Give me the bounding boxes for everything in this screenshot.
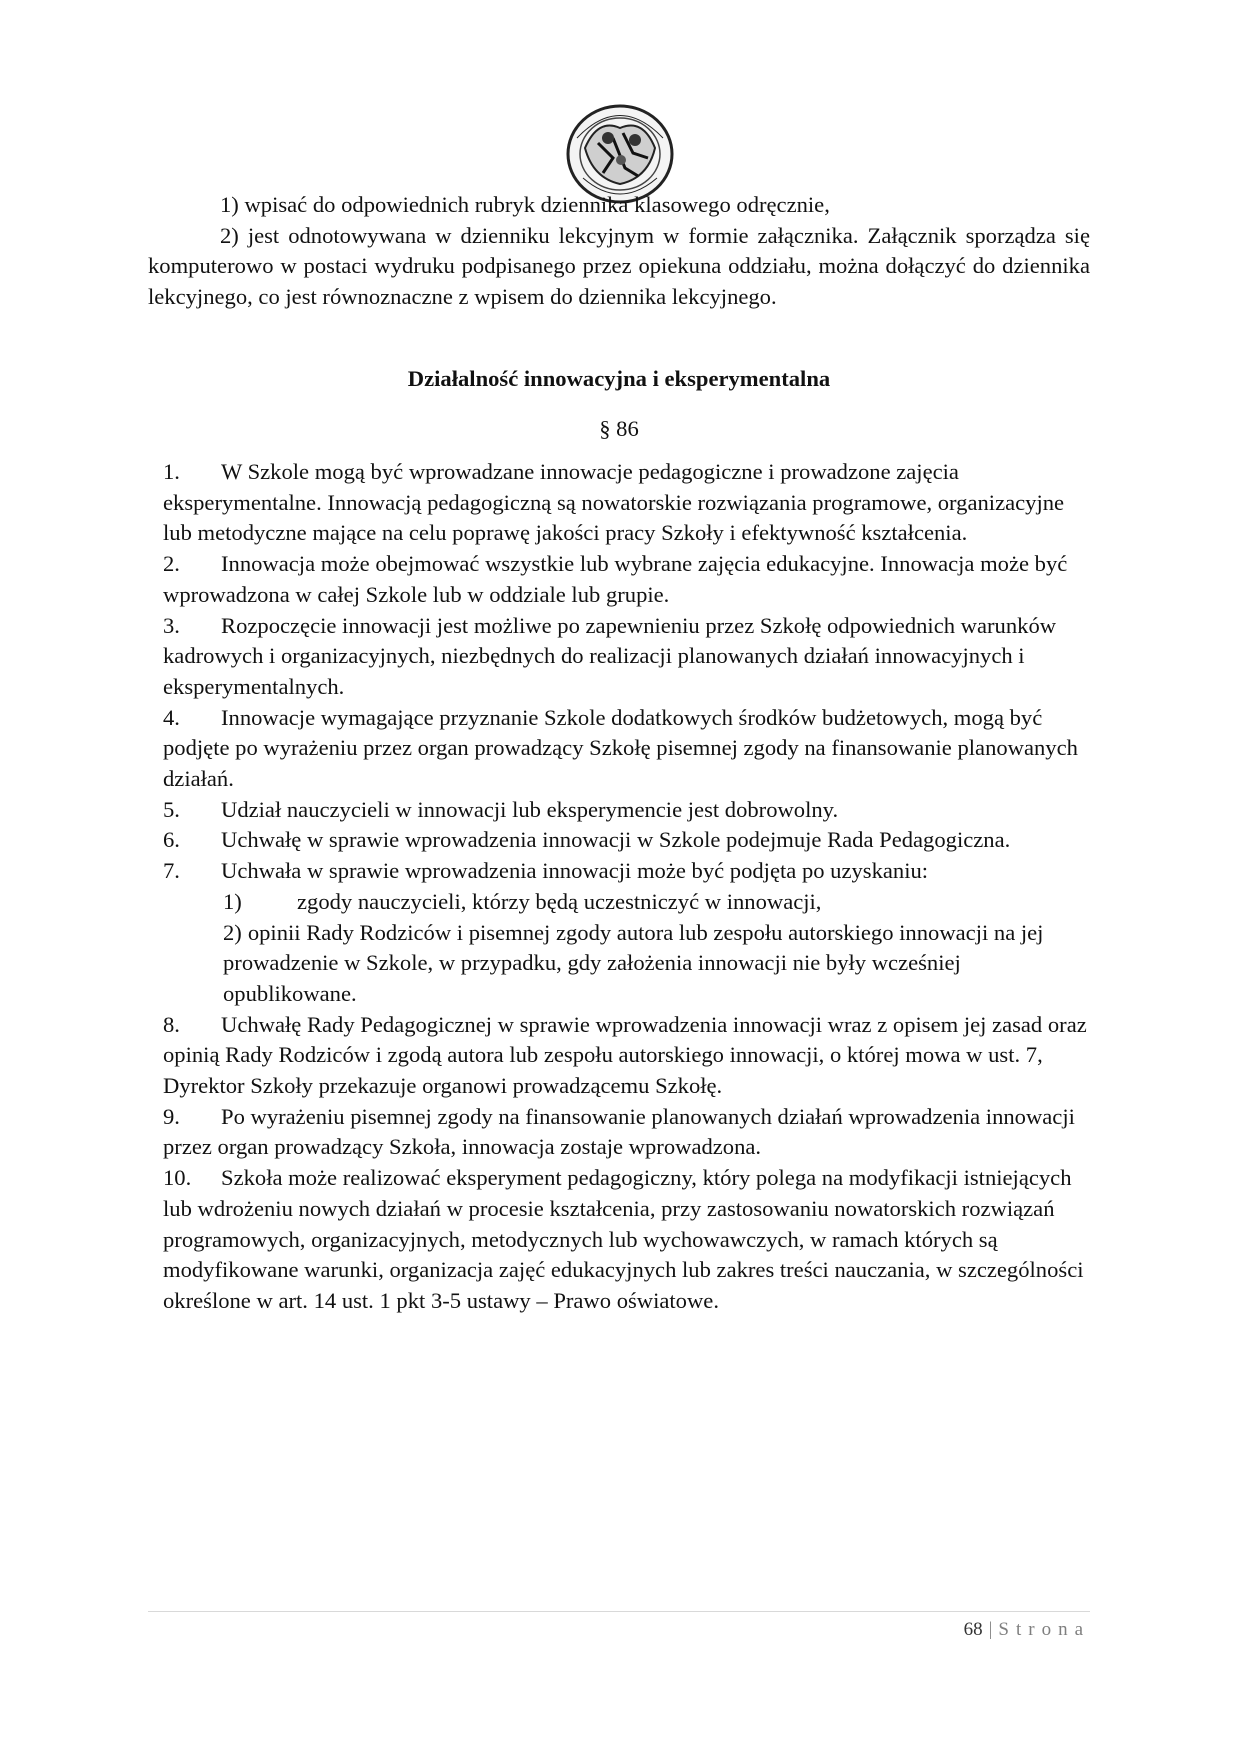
list-item: [163, 457, 1090, 549]
list-item: [163, 549, 1090, 610]
item-text: Innowacje wymagające przyznanie Szkole dodatkowych środków budżetowych, mogą być podjęte po wyrażeniu przez organ prowadzący Szkołę pisemnej zgody na finansowanie planowanych działań.: [163, 704, 1078, 792]
item-number: 3.: [163, 612, 180, 638]
item-text: Rozpoczęcie innowacji jest możliwe po zapewnieniu przez Szkołę odpowiednich warunków kadrowych i organizacyjnych, niezbędnych do realizacji planowanych działań innowacyjnych i eksperymentalnych.: [163, 612, 1057, 699]
list-item: [163, 611, 1090, 703]
list-item: [163, 1010, 1090, 1102]
item-number: 2.: [163, 551, 180, 577]
item-text: Innowacja może obejmować wszystkie lub wybrane zajęcia edukacyjne. Innowacja może być wprowadzona w całej Szkole lub w oddziale lub grupie.: [163, 551, 1068, 607]
list-item: [163, 1102, 1090, 1163]
list-item: [163, 795, 1090, 826]
item-number: 4.: [163, 704, 180, 730]
page-number: 68: [963, 1619, 983, 1640]
footer-separator: |: [988, 1619, 993, 1640]
list-item: [163, 703, 1090, 795]
sub-list-item: [223, 918, 1090, 1010]
list-item: [163, 856, 1090, 887]
item-number: 7.: [163, 858, 180, 884]
item-number: 5.: [163, 796, 180, 822]
item-number: 1.: [163, 459, 180, 484]
sub-item-number: 2): [223, 919, 242, 945]
item-number: 9.: [163, 1103, 180, 1129]
numbered-list: [163, 457, 1090, 1317]
footer-divider: [148, 1611, 1090, 1612]
item-number: 8.: [163, 1011, 180, 1037]
item-text: W Szkole mogą być wprowadzane innowacje pedagogiczne i prowadzone zajęcia eksperymentalne. Innowacją pedagogiczną są nowatorskie rozwiązania programowe, organizacyjne lub metodyczne mające na celu poprawę jakości pracy Szkoły i efektywność kształcenia.: [163, 459, 1065, 546]
footer-page-word: Strona: [998, 1619, 1090, 1640]
item-text: Uchwała w sprawie wprowadzenia innowacji może być podjęta po uzyskaniu:: [221, 858, 929, 884]
sub-list-item: [223, 887, 1090, 918]
item-number: 6.: [163, 827, 180, 853]
paragraph-number: § 86: [599, 416, 639, 441]
section-heading: Działalność innowacyjna i eksperymentalna: [407, 366, 831, 391]
item-text: Uchwałę Rady Pedagogicznej w sprawie wprowadzenia innowacji wraz z opisem jej zasad oraz opinią Rady Rodziców i zgodą autora lub zespołu autorskiego innowacji, o której mowa w ust. 7, Dyrektor Szkoły przekazuje organowi prowadzącemu Szkołę.: [163, 1011, 1087, 1099]
item-text: Udział nauczycieli w innowacji lub eksperymencie jest dobrowolny.: [221, 796, 839, 822]
sub-item-text: zgody nauczycieli, którzy będą uczestniczyć w innowacji,: [297, 888, 822, 914]
item-text: Szkoła może realizować eksperyment pedagogiczny, który polega na modyfikacji istniejących lub wdrożeniu nowych działań w procesie kształcenia, przy zastosowaniu nowatorskich rozwiązań programowych, organizacyjnych, metodycznych lub wychowawczych, w ramach których są modyfikowane warunki, organizacja zajęć edukacyjnych lub zakres treści nauczania, w szczególności określone w art. 14 ust. 1 pkt 3-5 ustawy – Prawo oświatowe.: [163, 1165, 1084, 1313]
sub-item-number: 1): [223, 888, 242, 914]
intro-line-1: 1) wpisać do odpowiednich rubryk dziennika klasowego odręcznie,: [220, 192, 830, 217]
item-text: Po wyrażeniu pisemnej zgody na finansowanie planowanych działań wprowadzenia innowacji przez organ prowadzący Szkoła, innowacja zostaje wprowadzona.: [163, 1103, 1075, 1160]
list-item: [163, 1163, 1090, 1317]
item-text: Uchwałę w sprawie wprowadzenia innowacji w Szkole podejmuje Rada Pedagogiczna.: [221, 827, 1011, 853]
sub-item-text: opinii Rady Rodziców i pisemnej zgody autora lub zespołu autorskiego innowacji na jej prowadzenie w Szkole, w przypadku, gdy założenia innowacji nie były wcześniej opublikowane.: [223, 919, 1044, 1006]
page-footer: [148, 1619, 1090, 1641]
list-item: [163, 825, 1090, 856]
intro-block: [148, 190, 1090, 312]
intro-line-2: 2) jest odnotowywana w dzienniku lekcyjnym w formie załącznika. Załącznik sporządza się komputerowo w postaci wydruku podpisanego przez opiekuna oddziału, można dołączyć do dziennika lekcyjnego, co jest równoznaczne z wpisem do dziennika lekcyjnego.: [148, 222, 1090, 309]
item-number: 10.: [163, 1165, 192, 1191]
